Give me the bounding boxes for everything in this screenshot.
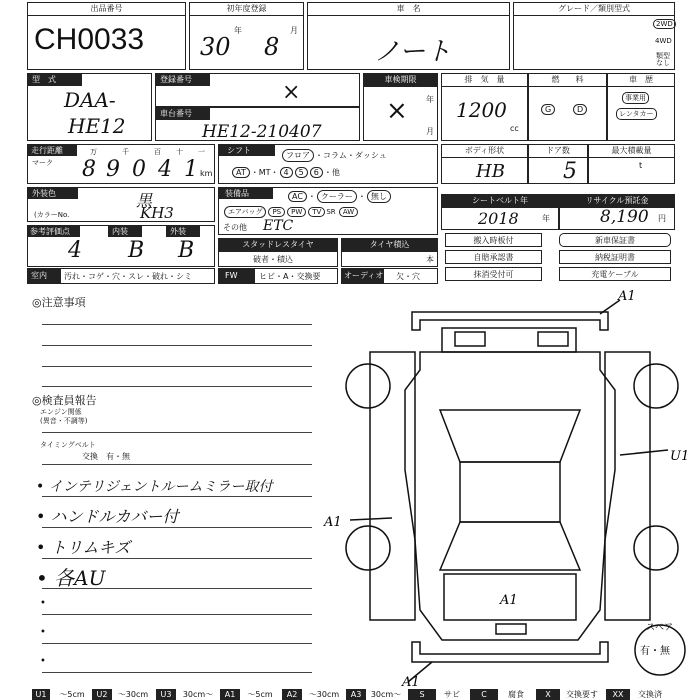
tire-load-label: タイヤ積込: [342, 239, 437, 252]
note-rule-7: [42, 672, 312, 673]
shift-label: シフト: [219, 145, 275, 156]
recycle-value: 8,190: [600, 207, 649, 227]
seatbelt-year: 2018: [478, 209, 519, 228]
damage-mark-line-1: [600, 300, 620, 314]
capacity-label: 最大積載量: [589, 145, 674, 158]
caution-line-3: [42, 366, 312, 367]
side-right-outline: [605, 352, 650, 620]
legend-code-a1: A1: [220, 689, 240, 700]
engine-line: [42, 432, 312, 433]
engine-label: エンジン関係 (異音・不調等): [40, 408, 88, 425]
shift-4: 4: [280, 167, 293, 178]
fuel-label: 燃 料: [529, 74, 606, 87]
shift-6: 6: [310, 167, 323, 178]
inspection-month-kanji: 月: [426, 127, 434, 136]
displacement-cell: [441, 73, 528, 141]
note-rule-3: [42, 558, 312, 559]
note-bullet-3: • トリムキズ: [36, 538, 131, 557]
chassis-number-value: HE12-210407: [202, 122, 322, 142]
exterior-color-label: 外装色: [28, 188, 78, 199]
lot-number-label: 出品番号: [28, 3, 185, 16]
lot-number: CH0033: [34, 23, 145, 56]
note-line-3: トリムキズ: [50, 538, 131, 557]
shift-dash: ダッシュ: [354, 151, 387, 160]
first-registration-label: 初年度登録: [190, 3, 303, 16]
history-cell: [607, 73, 675, 141]
caution-line-2: [42, 345, 312, 346]
equip-ac: AC: [288, 191, 307, 202]
score-cell: [27, 225, 215, 267]
shift-column: コラム: [323, 151, 347, 160]
exterior-color-value: 黒: [136, 191, 153, 210]
legend-desc-u1: ～5cm: [59, 690, 85, 699]
mileage-digit-3: 0: [132, 157, 146, 182]
wheel-front-right: [634, 364, 678, 408]
timing-options: 交換 有・無: [82, 452, 130, 461]
first-registration-cell: [189, 2, 304, 70]
grade-label: グレード／類別型式: [514, 3, 674, 16]
audio-label: オーディオ: [342, 269, 384, 283]
capacity-unit: t: [639, 161, 643, 170]
charging-cable-button[interactable]: 充電ケーブル: [559, 267, 671, 281]
mileage-mark: マーク: [32, 159, 53, 167]
registration-year: 30: [200, 33, 231, 61]
fw-label: FW: [219, 269, 255, 283]
tax-certificate-button[interactable]: 納税証明書: [559, 250, 671, 264]
inspection-label: 車検期限: [364, 74, 437, 87]
other-equipment-value: ETC: [263, 218, 294, 234]
caution-line-1: [42, 324, 312, 325]
displacement-label: 排 気 量: [442, 74, 527, 87]
displacement-value: 1200: [456, 98, 507, 122]
legend-desc-a1: ～5cm: [247, 690, 273, 699]
mileage-unit-hyaku: 百: [154, 148, 161, 156]
legend-code-s: S: [408, 689, 436, 700]
damage-legend: [0, 689, 700, 700]
color-code-value: KH3: [140, 204, 174, 222]
note-bullet-5: •: [40, 598, 46, 609]
recycle-label: リサイクル預託金: [560, 195, 674, 208]
side-left-outline: [370, 352, 415, 620]
equip-aw: AW: [339, 207, 358, 217]
delivery-plate-button[interactable]: 搬入時板付: [445, 233, 542, 247]
seatbelt-cell: [441, 194, 559, 230]
damage-mark-line-3: [350, 518, 392, 520]
tire-load-cell: [341, 238, 438, 267]
note-rule-6: [42, 643, 312, 644]
equip-none: 無し: [367, 190, 391, 203]
seatbelt-year-kanji: 年: [542, 214, 550, 223]
equip-ps: PS: [268, 207, 285, 217]
legend-desc-x: 交換要す: [566, 690, 598, 699]
mileage-digit-4: 4: [158, 157, 172, 182]
fw-cell: [218, 268, 338, 284]
damage-mark-rear: A1: [500, 593, 518, 608]
inspection-value: ×: [386, 96, 408, 126]
equip-sr: SR: [326, 208, 336, 216]
legend-code-x: X: [536, 689, 560, 700]
note-bullet-6: •: [40, 627, 46, 638]
tire-load-unit: 本: [426, 255, 434, 264]
legend-code-a2: A2: [282, 689, 302, 700]
body-type-cell: [441, 144, 528, 184]
interior-dirt-cell: [27, 268, 215, 284]
capacity-cell: [588, 144, 675, 184]
note-bullet-7: •: [40, 656, 46, 667]
note-line-2: ハンドルカバー付: [50, 507, 179, 526]
rear-window-shape: [440, 522, 580, 570]
exterior-color-cell: [27, 187, 215, 222]
wheel-front-left: [346, 364, 390, 408]
insurance-button[interactable]: 自賠承認書: [445, 250, 542, 264]
history-rental: レンタカー: [616, 108, 657, 120]
car-condition-diagram: [320, 290, 700, 688]
car-name: ノート: [374, 37, 452, 67]
equip-tv: TV: [308, 207, 325, 217]
shift-floor: フロア: [282, 149, 314, 162]
car-name-cell: [307, 2, 510, 70]
mileage-cell: [27, 144, 215, 184]
mileage-unit-juu: 十: [176, 148, 183, 156]
equip-airbag: エアバッグ: [224, 206, 266, 218]
note-rule-2: [42, 527, 312, 528]
score-value: 4: [68, 238, 82, 263]
inspection-cell: [363, 73, 438, 141]
km-unit: km: [200, 169, 213, 178]
damage-mark-line-2: [620, 450, 668, 455]
mileage-unit-ichi: 一: [198, 148, 205, 156]
model-cell: [27, 73, 152, 141]
wheel-rear-right: [634, 526, 678, 570]
interior-dirt-options: 汚れ・コゲ・穴・スレ・破れ・シミ: [64, 272, 192, 281]
recycle-cell: [559, 194, 675, 230]
legend-desc-u2: ～30cm: [117, 690, 149, 699]
equipment-ac-options: AC ・ クーラー ・ 無し: [287, 190, 392, 203]
damage-mark-front: A1: [618, 290, 636, 304]
grade-cell: [513, 2, 675, 70]
plate-outline: [496, 624, 526, 634]
legend-desc-xx: 交換済: [638, 690, 662, 699]
legend-desc-s: サビ: [444, 690, 460, 699]
model-label: 型 式: [28, 74, 82, 86]
legend-code-u3: U3: [156, 689, 176, 700]
mileage-unit-sen: 千: [122, 148, 129, 156]
mileage-label: 走行距離: [28, 145, 77, 156]
legend-desc-a3: 30cm～: [370, 690, 402, 699]
interior-label: 内装: [108, 226, 142, 237]
shift-other: 他: [331, 168, 340, 177]
wheel-rear-left: [346, 526, 390, 570]
shift-type-options: フロア ・コラム・ダッシュ: [281, 149, 387, 162]
studless-label: スタッドレスタイヤ: [219, 239, 337, 252]
chassis-number-label: 車台番号: [156, 108, 210, 120]
drive-4wd: 4WD: [655, 37, 672, 45]
note-rule-1: [42, 496, 312, 497]
legend-desc-c: 腐食: [508, 690, 524, 699]
cabin-outline: [460, 462, 560, 522]
shift-5: 5: [295, 167, 308, 178]
doors-label: ドア数: [529, 145, 587, 158]
legend-code-xx: XX: [606, 689, 630, 700]
interior-value: B: [128, 238, 145, 263]
legend-code-c: C: [470, 689, 498, 700]
history-label: 車 歴: [608, 74, 674, 87]
studless-cell: [218, 238, 338, 267]
seatbelt-label: シートベルト年: [442, 195, 558, 208]
body-type-label: ボディ形状: [442, 145, 527, 158]
equip-cooler: クーラー: [317, 190, 357, 203]
lot-number-cell: [27, 2, 186, 70]
shift-transmission-options: AT ・MT・ 4 5 6 ・他: [231, 167, 340, 178]
drive-2wd: 2WD: [653, 19, 676, 29]
warranty-button[interactable]: 新車保証書: [559, 233, 671, 247]
yen-unit: 円: [658, 214, 666, 223]
deregistration-button[interactable]: 抹消受付可: [445, 267, 542, 281]
mileage-digit-5: 1: [184, 157, 198, 182]
caution-title: ◎注意事項: [32, 296, 86, 309]
equip-pw: PW: [287, 207, 306, 217]
audio-cell: [341, 268, 438, 284]
inspector-title: ◎検査員報告: [32, 394, 97, 407]
note-rule-5: [42, 614, 312, 615]
other-equipment-label: その他: [223, 223, 247, 232]
body-type-value: HB: [476, 161, 505, 182]
mileage-digit-2: 9: [106, 157, 120, 182]
legend-code-u2: U2: [92, 689, 112, 700]
spare-value: 有・無: [640, 646, 670, 657]
caution-line-4: [42, 386, 312, 387]
mileage-unit-man: 万: [90, 148, 97, 156]
fuel-diesel: D: [573, 104, 587, 115]
history-business: 事業用: [622, 92, 649, 104]
year-kanji: 年: [234, 26, 242, 35]
spare-label: スペア: [646, 623, 674, 633]
timing-line: [42, 464, 312, 465]
fw-options: ヒビ・A・交換要: [259, 272, 321, 281]
doors-cell: [528, 144, 588, 184]
exterior-label: 外装: [166, 226, 200, 237]
windshield-outline: [455, 332, 485, 346]
exterior-value: B: [178, 238, 195, 263]
legend-code-u1: U1: [32, 689, 50, 700]
note-line-1: インテリジェントルームミラー取付: [48, 479, 273, 495]
note-rule-4: [42, 588, 312, 589]
note-bullet-2: • ハンドルカバー付: [36, 507, 179, 526]
damage-mark-side: U1: [670, 449, 690, 464]
shift-cell: [218, 144, 438, 184]
mileage-digit-1: 8: [82, 157, 96, 182]
registration-number-label: 登録番号: [156, 74, 210, 86]
month-kanji: 月: [290, 26, 298, 35]
damage-mark-left: A1: [324, 515, 342, 530]
doors-value: 5: [563, 159, 577, 184]
damage-mark-bumper: A1: [402, 675, 420, 688]
color-code-label: (カラーNo.: [34, 211, 70, 219]
registration-month: 8: [264, 33, 280, 61]
inspection-year-kanji: 年: [426, 95, 434, 104]
note-line-4: 各AU: [54, 566, 106, 590]
note-bullet-4: • 各AU: [36, 566, 106, 590]
model-line2: HE12: [68, 114, 126, 138]
fuel-gasoline: G: [541, 104, 555, 115]
legend-desc-u3: 30cm～: [182, 690, 214, 699]
note-bullet-1: • インテリジェントルームミラー取付: [36, 479, 273, 495]
model-line1: DAA-: [64, 88, 116, 112]
equipment-options: [223, 206, 359, 218]
timing-label: タイミングベルト: [40, 441, 96, 449]
legend-code-a3: A3: [346, 689, 366, 700]
interior-dirt-label: 室内: [28, 269, 61, 283]
car-name-label: 車 名: [308, 3, 509, 16]
studless-options: 破者・積込: [253, 255, 293, 264]
no-classification: 類型 なし: [656, 52, 670, 67]
audio-options: 欠・穴: [396, 272, 420, 281]
cc-unit: cc: [510, 124, 519, 133]
score-label: 参考評価点: [28, 226, 80, 237]
chassis-number-cell: [155, 107, 360, 141]
registration-number-cell: [155, 73, 360, 107]
front-window-shape: [440, 410, 580, 462]
equipment-label: 装備品: [219, 188, 273, 199]
fuel-cell: [528, 73, 607, 141]
registration-number-value: ×: [282, 80, 301, 105]
rear-bumper-outline: [412, 642, 608, 662]
shift-mt: MT: [258, 168, 271, 177]
shift-at: AT: [232, 167, 250, 178]
legend-desc-a2: ～30cm: [308, 690, 340, 699]
equipment-cell: [218, 187, 438, 235]
rear-window-outline: [538, 332, 568, 346]
